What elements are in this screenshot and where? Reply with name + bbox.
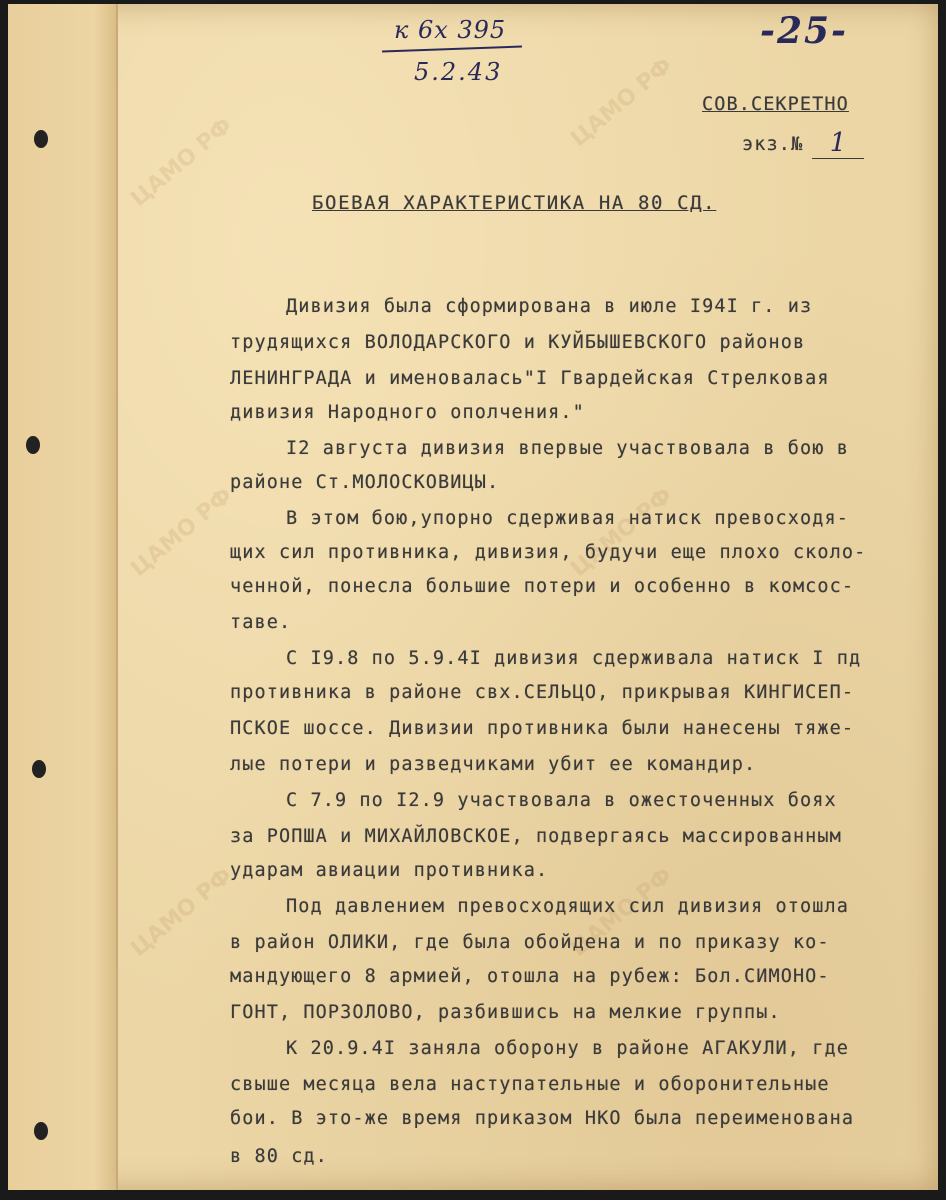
body-line: С I9.8 по 5.9.4I дивизия сдерживала натиск I пд — [286, 648, 862, 669]
body-line: Под давлением превосходящих сил дивизия отошла — [286, 896, 849, 917]
body-line: В этом бою,упорно сдерживая натиск превосходя- — [286, 508, 849, 529]
copy-number: 1 — [812, 128, 864, 159]
body-line: в район ОЛИКИ, где была обойдена и по приказу ко- — [230, 932, 830, 953]
watermark: ЦАМО РФ — [126, 863, 238, 962]
body-line: противника в районе свх.СЕЛЬЦО, прикрывая КИНГИСЕП- — [230, 682, 855, 703]
body-line: щих сил противника, дивизия, будучи еще плохо сколо- — [230, 542, 867, 563]
body-line: свыше месяца вела наступательные и оборонительные — [230, 1074, 830, 1095]
body-line: мандующего 8 армией, отошла на рубеж: Бол.СИМОНО- — [230, 966, 830, 987]
watermark: ЦАМО РФ — [566, 863, 678, 962]
body-line: районе Ст.МОЛОСКОВИЦЫ. — [230, 472, 500, 493]
body-line: в 80 сд. — [230, 1146, 328, 1167]
body-line: ЛЕНИНГРАДА и именовалась"I Гвардейская Стрелковая — [230, 368, 830, 389]
body-line: ударам авиации противника. — [230, 860, 549, 881]
binding-margin — [8, 4, 118, 1190]
body-line: дивизия Народного ополчения." — [230, 402, 585, 423]
body-line: ПСКОЕ шоссе. Дивизии противника были нанесены тяже- — [230, 718, 855, 739]
watermark: ЦАМО РФ — [566, 53, 678, 152]
body-line: лые потери и разведчиками убит ее командир. — [230, 754, 757, 775]
watermark: ЦАМО РФ — [126, 113, 238, 212]
body-line: ченной, понесла большие потери и особенно в комсос- — [230, 576, 855, 597]
body-line: Дивизия была сформирована в июле I94I г. из — [286, 296, 813, 317]
copy-label: экз.№ — [742, 134, 804, 155]
watermark: ЦАМО РФ — [566, 483, 678, 582]
body-line: ГОНТ, ПОРЗОЛОВО, разбившись на мелкие группы. — [230, 1002, 781, 1023]
body-line: трудящихся ВОЛОДАРСКОГО и КУЙБЫШЕВСКОГО районов — [230, 332, 806, 353]
body-line: К 20.9.4I заняла оборону в районе АГАКУЛИ, где — [286, 1038, 849, 1059]
page-number: -25- — [760, 10, 848, 52]
watermark: ЦАМО РФ — [126, 483, 238, 582]
archive-date: 5.2.43 — [414, 58, 503, 86]
body-line: таве. — [230, 612, 292, 633]
punch-hole — [34, 130, 48, 148]
body-line: I2 августа дивизия впервые участвовала в бою в — [286, 438, 849, 459]
punch-hole — [34, 1122, 48, 1140]
body-line: бои. В это-же время приказом НКО была переименована — [230, 1108, 855, 1129]
classification-stamp: СОВ.СЕКРЕТНО — [702, 94, 849, 115]
body-line: за РОПША и МИХАЙЛОВСКОЕ, подвергаясь массированным — [230, 826, 842, 847]
punch-hole — [26, 436, 40, 454]
archive-number: к 6х 395 — [394, 16, 507, 44]
body-line: С 7.9 по I2.9 участвовала в ожесточенных боях — [286, 790, 837, 811]
document-title: БОЕВАЯ ХАРАКТЕРИСТИКА НА 80 СД. — [312, 192, 717, 214]
punch-hole — [32, 760, 46, 778]
